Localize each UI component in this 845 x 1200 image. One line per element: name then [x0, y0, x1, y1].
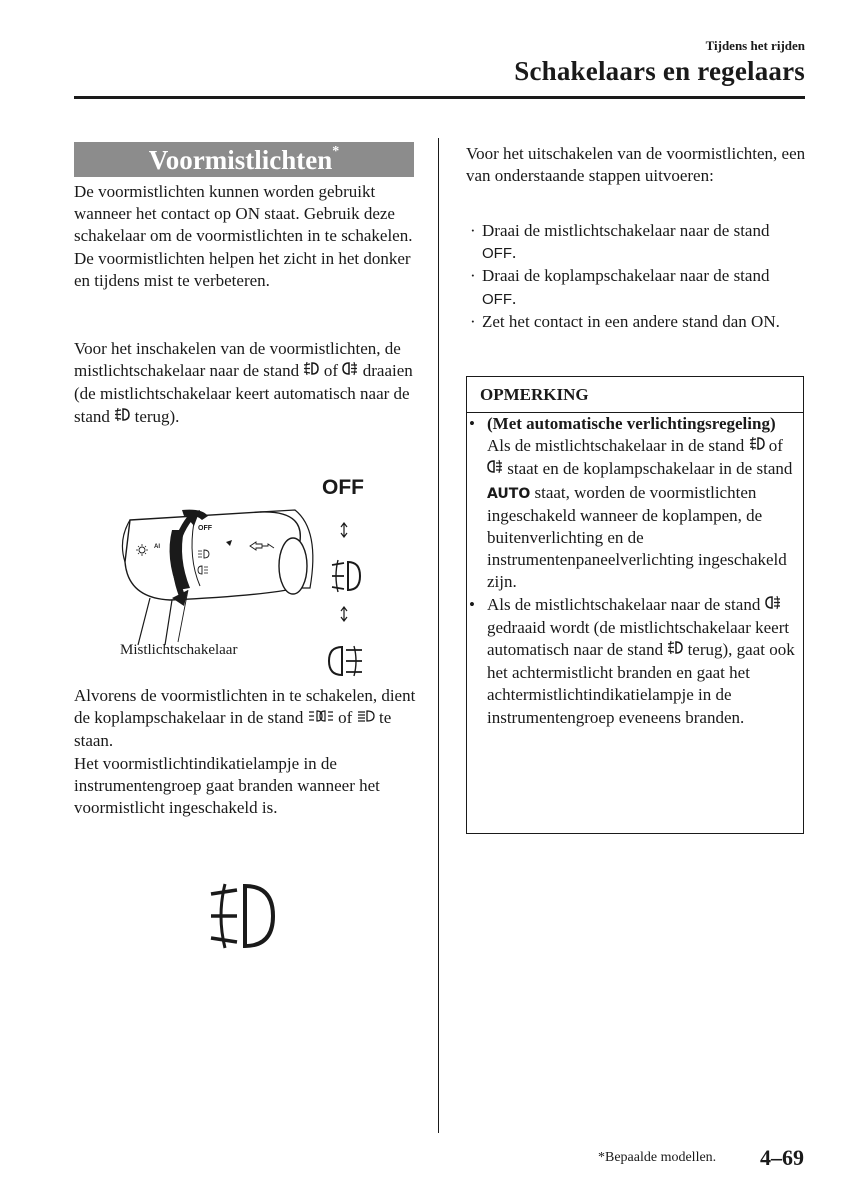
- front-fog-light-icon: [332, 560, 360, 592]
- headlight-icon: [357, 711, 379, 727]
- fog-switch-illustration: [110, 470, 440, 670]
- header-rule: [74, 96, 805, 99]
- list-item: · Draai de koplampschakelaar naar de stand OFF.: [470, 266, 770, 308]
- chapter-label: Tijdens het rijden: [705, 38, 805, 53]
- rear-fog-light-icon: [326, 644, 366, 683]
- headlight-text-b: of: [338, 708, 353, 728]
- auto-label: AUTO: [487, 485, 531, 502]
- disable-intro-text: Voor het uitschakelen van de voormistlichten, een van onderstaande stappen uitvoeren:: [466, 144, 806, 186]
- note-condition: (Met automatische verlichtingsregeling): [487, 414, 776, 433]
- footnote: *Bepaalde modellen.: [598, 1150, 717, 1165]
- off-label: OFF: [322, 476, 364, 499]
- switch-caption: Mistlichtschakelaar: [120, 642, 238, 658]
- model-marker: *: [332, 144, 340, 159]
- lever-off-label: OFF: [198, 525, 212, 532]
- enable-text-a: Voor het inschakelen van de voormistlichten, de mistlichtschakelaar naar de stand: [74, 339, 401, 381]
- indicator-text: Het voormistlichtindikatielampje in de instrumentengroep gaat branden wanneer het voormistlicht ingeschakeld is.: [74, 753, 380, 818]
- disable-intro: [466, 143, 806, 187]
- enable-text-b: of: [323, 361, 339, 381]
- enable-text-c: draaien (de mistlichtschakelaar keert automatisch naar de stand: [74, 361, 413, 426]
- enable-text-d: terug).: [134, 406, 180, 426]
- front-fog-light-icon: [205, 880, 279, 957]
- headlight-text-c: te staan.: [74, 708, 392, 751]
- list-item: · Draai de mistlichtschakelaar naar de stand OFF.: [470, 221, 770, 263]
- front-fog-light-icon: [667, 643, 683, 659]
- note-box: [466, 376, 804, 834]
- intro-text: De voormistlichten kunnen worden gebruikt wanneer het contact op ON staat. Gebruik deze schakelaar om de voormistlichten in te schakelen. De voormistlichten helpen het zicht in het donker en tijdens mist te verbeteren.: [74, 182, 413, 290]
- list-item: • Als de mistlichtschakelaar naar de stand gedraaid wordt (de mistlichtschakelaar keert automatisch naar de stand terug), gaat ook het achtermistlicht branden en gaat het achtermistlichtindikatielampje in de instrumentengroep eveneens branden.: [469, 594, 795, 727]
- rear-fog-light-icon: [765, 598, 781, 614]
- intro-paragraph: [74, 181, 424, 292]
- parking-light-icon: [308, 711, 338, 727]
- section-title: Voormistlichten: [148, 145, 333, 175]
- front-fog-light-icon: [114, 410, 134, 426]
- note-list: [467, 413, 803, 729]
- rear-fog-light-icon: [487, 462, 503, 478]
- front-fog-light-icon: [749, 439, 765, 455]
- enable-paragraph: [74, 338, 424, 429]
- page-number: 4–69: [760, 1145, 804, 1170]
- list-item: · Zet het contact in een andere stand dan ON.: [470, 311, 780, 331]
- headlight-paragraph: [74, 685, 424, 819]
- list-item: • (Met automatische verlichtingsregeling) Als de mistlichtschakelaar in de stand of staat en de koplampschakelaar in de stand AUTO staat, worden de voormistlichten ingeschakeld wanneer de koplampen, de buitenverlichting en de instrumentenpaneelverlichting ingeschakeld zijn.: [469, 414, 793, 592]
- front-fog-light-icon: [303, 364, 323, 380]
- rear-fog-light-icon: [342, 364, 362, 380]
- page-title: Schakelaars en regelaars: [514, 56, 805, 86]
- headlight-text-a: Alvorens de voormistlichten in te schakelen, dient de koplampschakelaar in de stand: [74, 686, 416, 728]
- section-heading: [74, 142, 414, 177]
- note-heading: OPMERKING: [467, 377, 803, 413]
- lever-auto-label: AI: [154, 544, 160, 550]
- disable-steps: [466, 220, 802, 333]
